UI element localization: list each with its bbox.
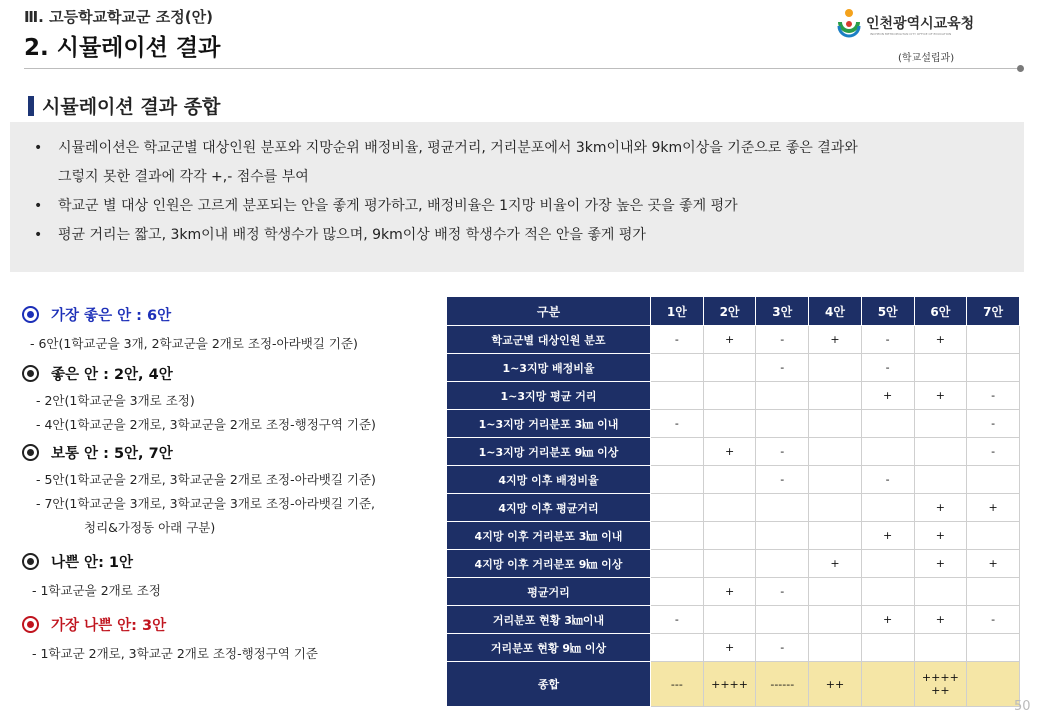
target-icon	[22, 365, 39, 382]
table-cell	[651, 550, 704, 578]
header-divider	[24, 68, 1019, 69]
grade-detail: - 1학교군 2개로, 3학교군 2개로 조정-행정구역 기준	[32, 646, 318, 661]
table-cell	[967, 522, 1020, 550]
table-cell	[914, 410, 967, 438]
target-icon	[22, 306, 39, 323]
column-header: 5안	[861, 297, 914, 326]
table-cell: +	[967, 494, 1020, 522]
table-cell: +	[914, 382, 967, 410]
table-row	[447, 382, 1020, 410]
table-cell	[809, 410, 862, 438]
table-cell	[756, 410, 809, 438]
table-cell	[703, 354, 756, 382]
table-cell	[756, 606, 809, 634]
table-header-row	[447, 297, 1020, 326]
table-cell	[914, 578, 967, 606]
table-cell: +	[861, 522, 914, 550]
table-row	[447, 438, 1020, 466]
table-cell: +	[703, 326, 756, 354]
table-cell: -	[861, 326, 914, 354]
table-row	[447, 326, 1020, 354]
row-header: 4지망 이후 평균거리	[447, 494, 651, 522]
table-cell	[861, 578, 914, 606]
grade-list	[22, 300, 442, 665]
table-cell: -	[967, 410, 1020, 438]
row-header: 1~3지망 거리분포 3㎞ 이내	[447, 410, 651, 438]
table-cell	[861, 550, 914, 578]
grade-detail: - 6안(1학교군을 3개, 2학교군을 2개로 조정-아라뱃길 기준)	[30, 336, 358, 351]
table-row	[447, 578, 1020, 606]
table-cell: +	[914, 550, 967, 578]
table-cell: -	[756, 634, 809, 662]
row-header: 4지망 이후 거리분포 3㎞ 이내	[447, 522, 651, 550]
section-label: Ⅲ. 고등학교학교군 조정(안)	[24, 8, 213, 26]
logo-subtitle: INCHEON METROPOLITAN CITY OFFICE OF EDUCATION	[870, 32, 952, 36]
row-header: 1~3지망 거리분포 9㎞ 이상	[447, 438, 651, 466]
column-header: 6안	[914, 297, 967, 326]
summary-item: • 학교군 별 대상 인원은 고르게 분포되는 안을 좋게 평가하고, 배정비율은 1지망 비율이 가장 높은 곳을 좋게 평가	[34, 198, 738, 214]
table-cell: -	[756, 438, 809, 466]
table-cell	[967, 354, 1020, 382]
table-cell	[703, 606, 756, 634]
department-label: (학교설립과)	[898, 53, 955, 64]
summary-item-continued: 그렇지 못한 결과에 각각 +,- 점수를 부여	[58, 169, 309, 185]
total-cell: ++++	[703, 662, 756, 707]
table-cell	[756, 522, 809, 550]
row-header: 4지망 이후 배정비율	[447, 466, 651, 494]
table-cell	[914, 466, 967, 494]
logo	[836, 8, 1036, 64]
table-cell: -	[756, 466, 809, 494]
table-cell	[756, 550, 809, 578]
grade-best	[22, 304, 442, 325]
table-cell	[914, 354, 967, 382]
grade-detail: - 4안(1학교군을 2개로, 3학교군을 2개로 조정-행정구역 기준)	[36, 417, 376, 432]
table-cell	[809, 578, 862, 606]
table-cell	[861, 494, 914, 522]
summary-item: • 평균 거리는 짧고, 3km이내 배정 학생수가 많으며, 9km이상 배정 학생수가 적은 안을 좋게 평가	[34, 227, 646, 243]
table-cell: +	[809, 326, 862, 354]
subheading	[28, 92, 220, 119]
column-header: 2안	[703, 297, 756, 326]
table-cell	[914, 634, 967, 662]
page-number: 50	[1014, 699, 1031, 714]
table-cell: +	[967, 550, 1020, 578]
table-cell: +	[703, 634, 756, 662]
simulation-table	[446, 296, 1020, 707]
table-cell	[914, 438, 967, 466]
table-cell	[703, 522, 756, 550]
table-cell	[809, 634, 862, 662]
target-icon	[22, 616, 39, 633]
table-cell	[809, 522, 862, 550]
table-cell: +	[703, 578, 756, 606]
table-cell	[809, 354, 862, 382]
table-cell	[703, 410, 756, 438]
grade-best-label: 가장 좋은 안 : 6안	[51, 308, 172, 324]
table-cell	[651, 578, 704, 606]
subheading-bar	[28, 96, 34, 116]
column-header: 1안	[651, 297, 704, 326]
emblem-icon	[836, 8, 862, 38]
table-cell	[809, 494, 862, 522]
column-header: 구분	[447, 297, 651, 326]
table-cell	[703, 550, 756, 578]
total-cell	[967, 662, 1020, 707]
grade-worst	[22, 614, 442, 635]
table-cell	[703, 494, 756, 522]
row-header: 1~3지망 배정비율	[447, 354, 651, 382]
table-cell: +	[914, 494, 967, 522]
table-cell: -	[861, 466, 914, 494]
grade-good-label: 좋은 안 : 2안, 4안	[51, 367, 173, 383]
page-title: 2. 시뮬레이션 결과	[24, 35, 221, 61]
row-header: 거리분포 현황 3㎞이내	[447, 606, 651, 634]
table-cell: -	[756, 326, 809, 354]
table-row	[447, 466, 1020, 494]
table-cell: +	[809, 550, 862, 578]
table-cell	[809, 382, 862, 410]
table-cell	[651, 634, 704, 662]
table-cell	[967, 634, 1020, 662]
table-cell	[703, 382, 756, 410]
table-cell: -	[967, 382, 1020, 410]
table-cell	[703, 466, 756, 494]
table-row	[447, 494, 1020, 522]
grade-bad-label: 나쁜 안: 1안	[51, 555, 134, 571]
table-cell: -	[861, 354, 914, 382]
table-cell	[756, 382, 809, 410]
row-header: 학교군별 대상인원 분포	[447, 326, 651, 354]
table-cell	[861, 438, 914, 466]
table-cell: -	[651, 326, 704, 354]
total-cell	[861, 662, 914, 707]
table-cell	[809, 606, 862, 634]
grade-good	[22, 363, 442, 384]
table-cell	[861, 634, 914, 662]
grade-normal-label: 보통 안 : 5안, 7안	[51, 446, 173, 462]
table-row	[447, 606, 1020, 634]
summary-item: • 시뮬레이션은 학교군별 대상인원 분포와 지망순위 배정비율, 평균거리, 거리분포에서 3km이내와 9km이상을 기준으로 좋은 결과와	[34, 140, 858, 156]
table-cell: -	[651, 606, 704, 634]
total-row	[447, 662, 1020, 707]
table-row	[447, 550, 1020, 578]
grade-normal	[22, 442, 442, 463]
total-cell: ---	[651, 662, 704, 707]
row-header: 종합	[447, 662, 651, 707]
table-cell: +	[861, 382, 914, 410]
grade-detail: - 7안(1학교군을 3개로, 3학교군을 3개로 조정-아라뱃길 기준,	[36, 496, 376, 511]
table-cell: -	[651, 410, 704, 438]
table-cell	[809, 466, 862, 494]
grade-detail: - 1학교군을 2개로 조정	[32, 583, 161, 598]
table-row	[447, 410, 1020, 438]
table-cell	[756, 494, 809, 522]
grade-detail: - 5안(1학교군을 2개로, 3학교군을 2개로 조정-아라뱃길 기준)	[36, 472, 376, 487]
column-header: 4안	[809, 297, 862, 326]
divider-dot	[1017, 65, 1024, 72]
table-cell	[651, 382, 704, 410]
table-cell: +	[861, 606, 914, 634]
table-cell	[651, 494, 704, 522]
table-cell: +	[914, 326, 967, 354]
table-cell	[651, 438, 704, 466]
table-cell: -	[967, 438, 1020, 466]
table-cell	[651, 354, 704, 382]
grade-worst-label: 가장 나쁜 안: 3안	[51, 618, 167, 634]
grade-detail: - 2안(1학교군을 3개로 조정)	[36, 393, 195, 408]
table-row	[447, 354, 1020, 382]
target-icon	[22, 444, 39, 461]
table-cell: -	[967, 606, 1020, 634]
table-cell: +	[703, 438, 756, 466]
total-cell: ++++ ++	[914, 662, 967, 707]
total-cell: ------	[756, 662, 809, 707]
table-cell	[651, 522, 704, 550]
subheading-text: 시뮬레이션 결과 종합	[42, 96, 221, 118]
table-cell	[967, 326, 1020, 354]
table-cell: -	[756, 354, 809, 382]
table-cell	[967, 466, 1020, 494]
grade-bad	[22, 551, 442, 572]
table-cell: +	[914, 522, 967, 550]
table-cell	[967, 578, 1020, 606]
table-row	[447, 522, 1020, 550]
table-cell	[651, 466, 704, 494]
table-row	[447, 634, 1020, 662]
target-icon	[22, 553, 39, 570]
row-header: 1~3지망 평균 거리	[447, 382, 651, 410]
grade-detail: 청리&가정동 아래 구분)	[84, 520, 216, 535]
table-cell	[809, 438, 862, 466]
table-cell: -	[756, 578, 809, 606]
column-header: 3안	[756, 297, 809, 326]
total-cell: ++	[809, 662, 862, 707]
row-header: 평균거리	[447, 578, 651, 606]
header	[24, 6, 220, 62]
summary-box	[10, 122, 1024, 272]
column-header: 7안	[967, 297, 1020, 326]
row-header: 거리분포 현황 9㎞ 이상	[447, 634, 651, 662]
table-cell: +	[914, 606, 967, 634]
table-cell	[861, 410, 914, 438]
row-header: 4지망 이후 거리분포 9㎞ 이상	[447, 550, 651, 578]
logo-name: 인천광역시교육청	[866, 16, 975, 32]
